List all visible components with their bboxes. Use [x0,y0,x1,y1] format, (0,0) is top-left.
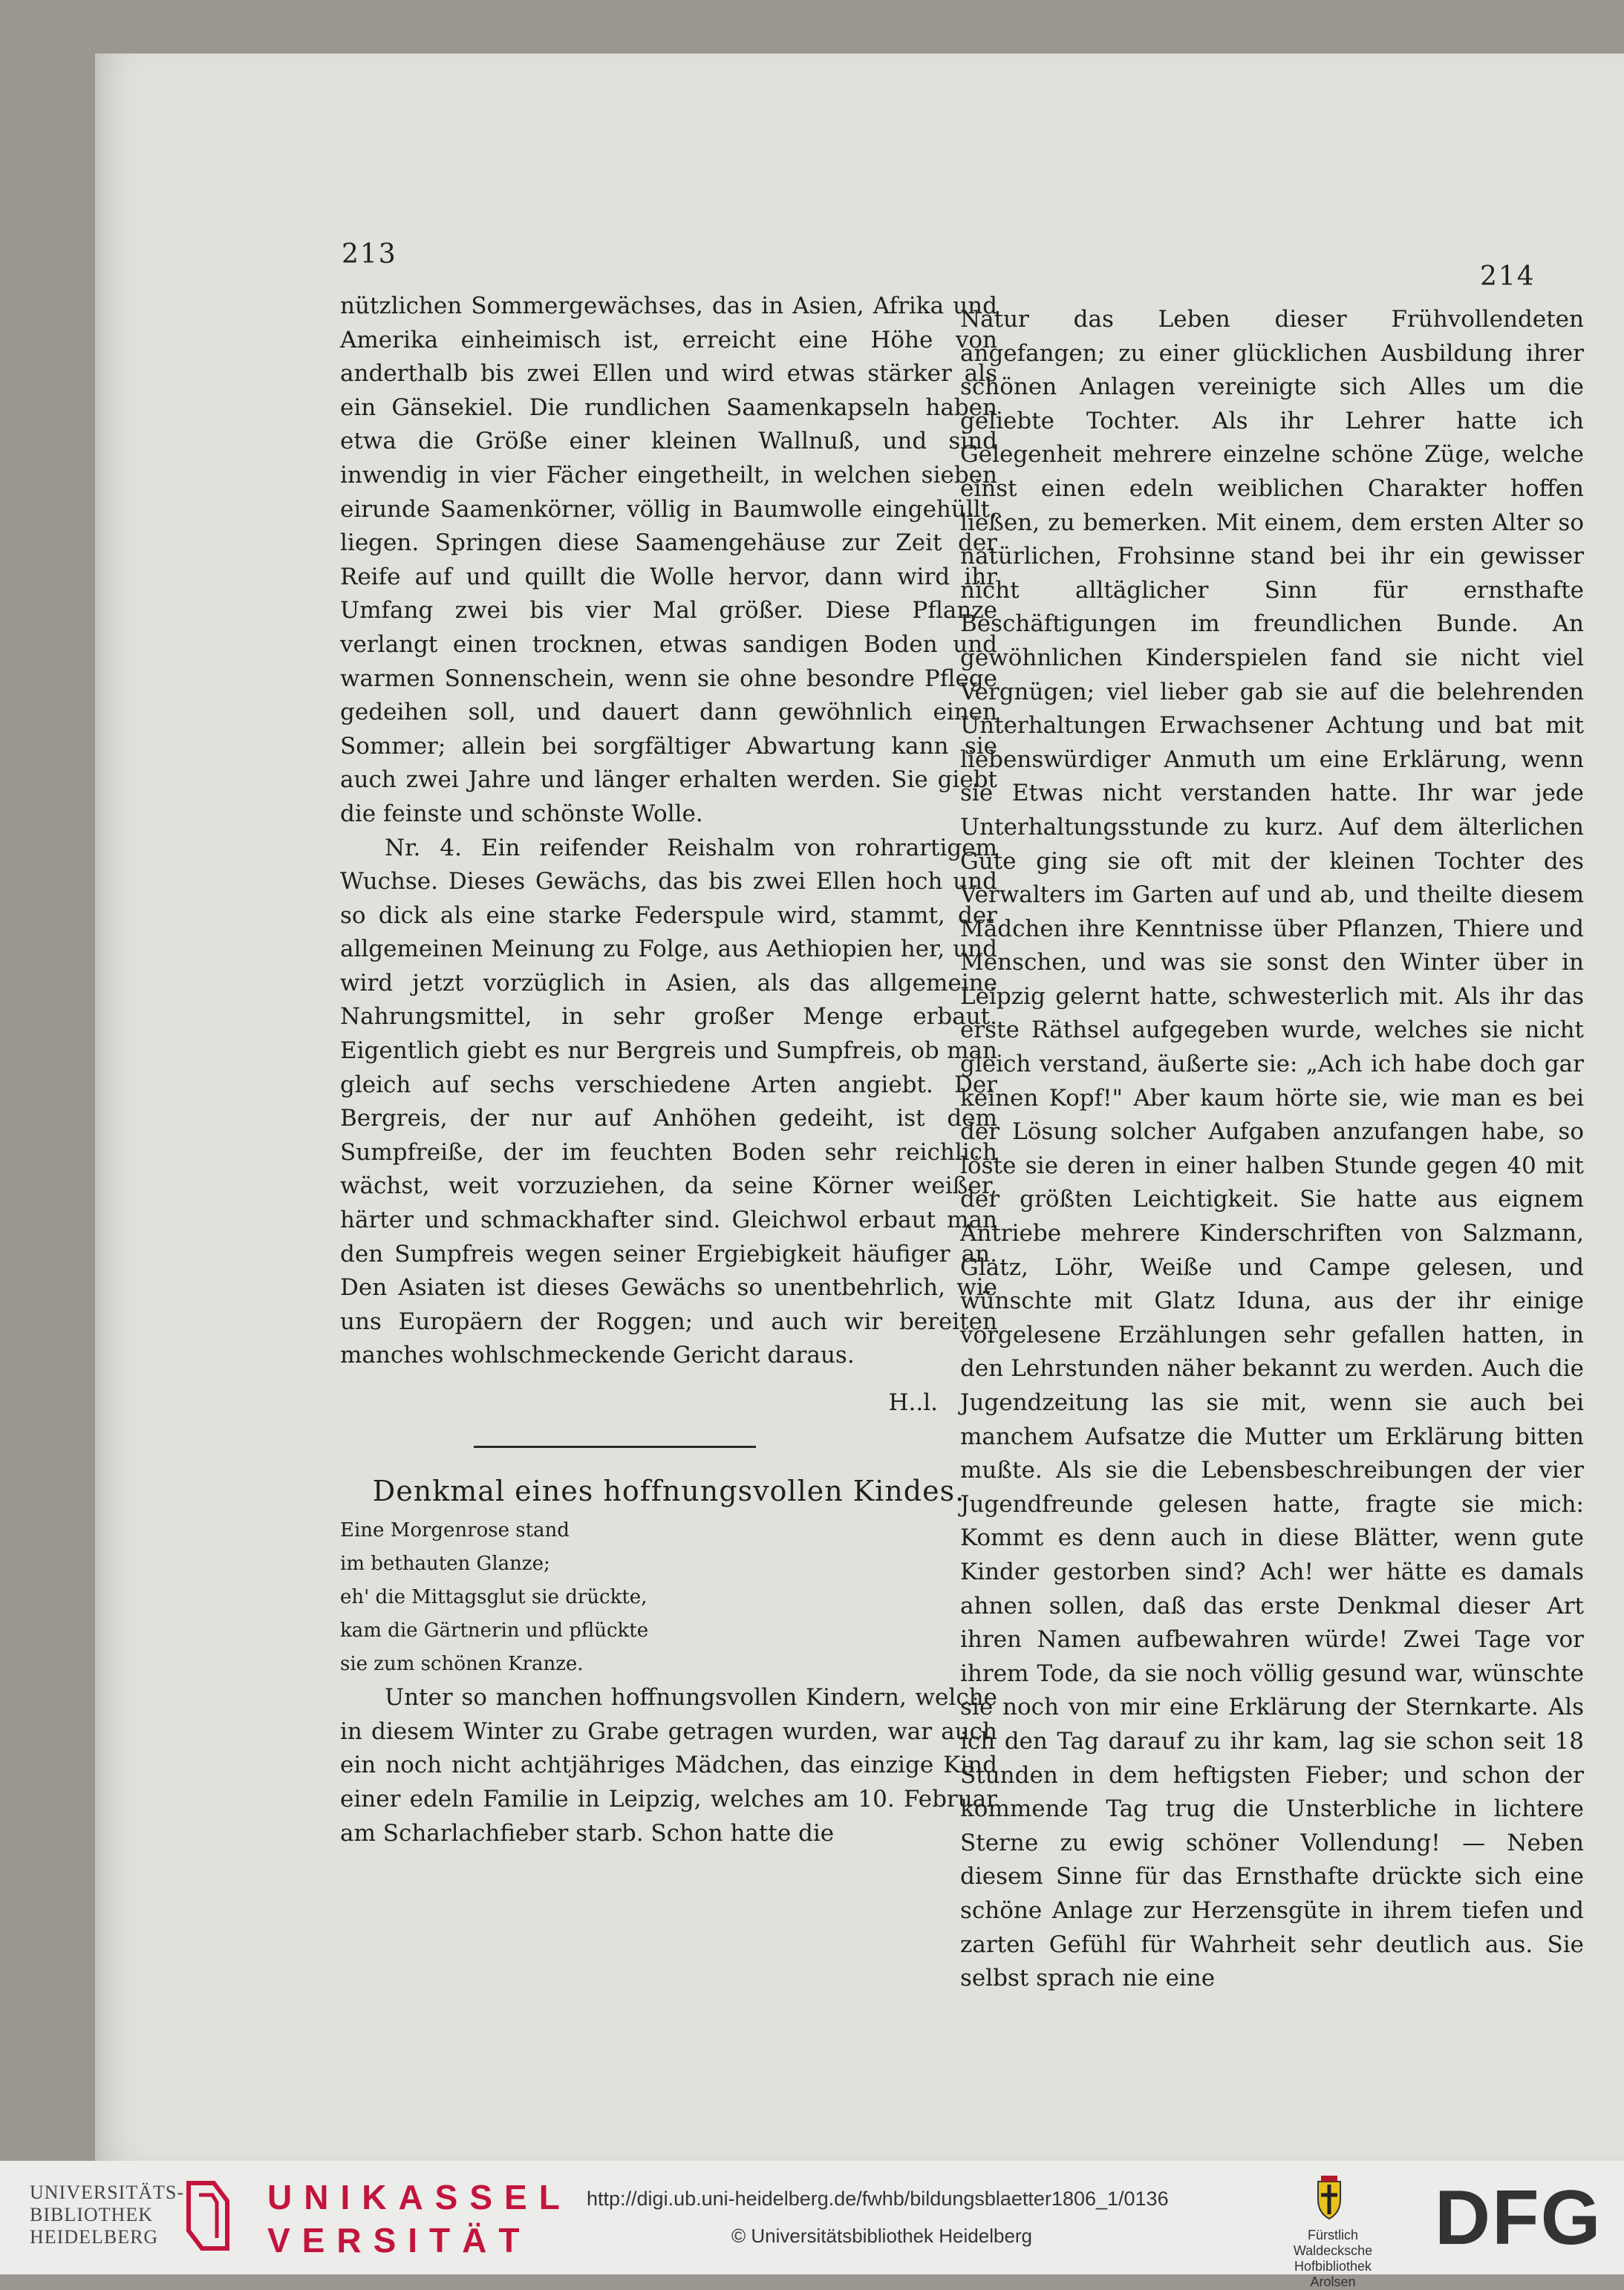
page-number-right: 214 [1480,261,1536,292]
copyright-notice: © Universitätsbibliothek Heidelberg [731,2225,1033,2247]
kassel-logo-icon [184,2179,232,2253]
page-number-left: 213 [342,239,397,270]
left-column [340,290,997,1850]
arolsen-library-text [1277,2228,1389,2290]
logo-text-line: Fürstlich Waldecksche [1293,2228,1373,2258]
poem-line: kam die Gärtnerin und pflückte [340,1619,649,1643]
poem-line: sie zum schönen Kranze. [340,1653,584,1676]
logo-text-line: UNIVERSITÄTS- [30,2182,184,2203]
poem-line: im bethauten Glanze; [340,1553,550,1576]
heidelberg-library-logo [30,2182,184,2248]
source-url-link[interactable]: http://digi.ub.uni-heidelberg.de/fwhb/bildungsblaetter1806_1/0136 [587,2188,1169,2210]
signature: H..l. [888,1389,938,1416]
poem-line: eh' die Mittagsglut sie drückte, [340,1586,648,1609]
paragraph: Natur das Leben dieser Frühvollendeten angefangen; zu einer glücklichen Ausbildung ihrer schönen Anlagen vereinigte sich Alles um die geliebte Tochter. Als ihr Lehrer hatte ich Gelegenheit mehrere einzelne schöne Züge, welche einst einen edeln weiblichen Charakter hoffen ließen, zu bemerken. Mit einem, dem ersten Alter so natürlichen, Frohsinne stand bei ihr ein gewisser nicht alltäglicher Sinn für ernsthafte Beschäftigungen im freundlichen Bunde. An gewöhnlichen Kinderspielen fand sie nicht viel Vergnügen; viel lieber gab sie auf die belehrenden Unterhaltungen Erwachsener Achtung und bat mit liebenswürdiger Anmuth um eine Erklärung, wenn sie Etwas nicht verstanden hatte. Ihr war jede Unterhaltungsstunde zu kurz. Auf dem älterlichen Gute ging sie oft mit der kleinen Tochter des Verwalters im Garten auf und ab, und theilte diesem Mädchen ihre Kenntnisse über Pflanzen, Thiere und Menschen, und was sie sonst den Winter über in Leipzig gelernt hatte, schwesterlich mit. Als ihr das erste Räthsel aufgegeben wurde, welches sie nicht gleich verstand, äußerte sie: „Ach ich habe doch gar keinen Kopf!" Aber kaum hörte sie, wie man es bei der Lösung solcher Aufgaben anzufangen habe, so löste sie deren in einer halben Stunde gegen 40 mit der größten Leichtigkeit. Sie hatte aus eignem Antriebe mehrere Kinderschriften von Salzmann, Glatz, Löhr, Weiße und Campe gelesen, und wünschte mit Glatz Iduna, aus der ihr einige vorgelesene Erzählungen sehr gefallen hatten, in den Lehrstunden näher bekannt zu werden. Auch die Jugendzeitung las sie mit, wenn sie auch bei manchem Aufsatze die Mutter um Erklärung bitten mußte. Als sie die Lebensbeschreibungen der vier Jugendfreunde gelesen hatte, fragte sie mich: Kommt es denn auch in diese Blätter, wenn gute Kinder gestorben sind? Ach! wer hätte es damals ahnen sollen, daß das erste Denkmal dieser Art ihren Namen aufbewahren würde! Zwei Tage vor ihrem Tode, da sie noch völlig gesund war, wünschte sie noch von mir eine Erklärung der Sternkarte. Als ich den Tag darauf zu ihr kam, lag sie schon seit 18 Stunden in dem heftigsten Fieber; und schon der kommende Tag trug die Unsterbliche in lichtere Sterne zu ewig schöner Vollendung! — Neben diesem Sinne für das Ernsthafte drückte sich eine schöne Anlage zur Herzensgüte in ihrem tiefen und zarten Gefühl für Wahrheit sehr deutlich aus. Sie selbst sprach nie eine [960,306,1584,1992]
logo-text-line: HEIDELBERG [30,2226,159,2248]
poem [340,1514,997,1681]
paragraph: Nr. 4. Ein reifender Reishalm von rohrartigem Wuchse. Dieses Gewächs, das bis zwei Ellen hoch und so dick als eine starke Federspule wird, stammt, der allgemeinen Meinung zu Folge, aus Aethiopien her, und wird jetzt vorzüglich in Asien, als das allgemeine Nahrungsmittel, in sehr großer Menge erbaut. Eigentlich giebt es nur Bergreis und Sumpfreis, ob man gleich auf sechs verschiedene Arten angiebt. Der Bergreis, der nur auf Anhöhen gedeiht, ist dem Sumpfreiße, der im feuchten Boden sehr reichlich wächst, weit vorzuziehen, da seine Körner weißer, härter und schmackhafter sind. Gleichwol erbaut man den Sumpfreis wegen seiner Ergiebigkeit häufiger an. Den Asiaten ist dieses Gewächs so unentbehrlich, wie uns Europäern der Roggen; und auch wir bereiten manches wohlschmeckende Gericht daraus. [340,834,997,1369]
footer-bar [0,2161,1624,2289]
right-column [960,303,1584,1996]
scanned-page [95,53,1624,2161]
article-title: Denkmal eines hoffnungsvollen Kindes. [372,1474,965,1507]
section-divider [474,1446,756,1448]
paragraph: Unter so manchen hoffnungsvollen Kindern, welche in diesem Winter zu Grabe getragen wurden, war auch ein noch nicht achtjähriges Mädchen, das einzige Kind einer edeln Familie in Leipzig, welches am 10. Februar am Scharlachfieber starb. Schon hatte die [340,1684,997,1847]
kassel-logo-text: UNIKASSEL [267,2178,572,2216]
logo-text-line: Hofbibliothek Arolsen [1294,2259,1372,2289]
arolsen-crest-icon [1311,2174,1348,2220]
dfg-logo: DFG [1435,2175,1602,2261]
paragraph: nützlichen Sommergewächses, das in Asien, Afrika und Amerika einheimisch ist, erreicht eine Höhe von anderthalb bis zwei Ellen und wird etwas stärker als ein Gänsekiel. Die rundlichen Saamenkapseln haben etwa die Größe einer kleinen Wallnuß, und sind inwendig in vier Fächer eingetheilt, in welchen sieben eirunde Saamenkörner, völlig in Baumwolle eingehüllt, liegen. Springen diese Saamengehäuse zur Zeit der Reife auf und quillt die Wolle hervor, dann wird ihr Umfang zwei bis vier Mal größer. Diese Pflanze verlangt einen trocknen, etwas sandigen Boden und warmen Sonnenschein, wenn sie ohne besondre Pflege gedeihen soll, und dauert dann gewöhnlich einen Sommer; allein bei sorgfältiger Abwartung kann sie auch zwei Jahre und länger erhalten werden. Sie giebt die feinste und schönste Wolle. [340,293,997,827]
poem-line: Eine Morgenrose stand [340,1519,570,1542]
kassel-logo-text: VERSITÄT [267,2221,532,2260]
logo-text-line: BIBLIOTHEK [30,2204,153,2225]
